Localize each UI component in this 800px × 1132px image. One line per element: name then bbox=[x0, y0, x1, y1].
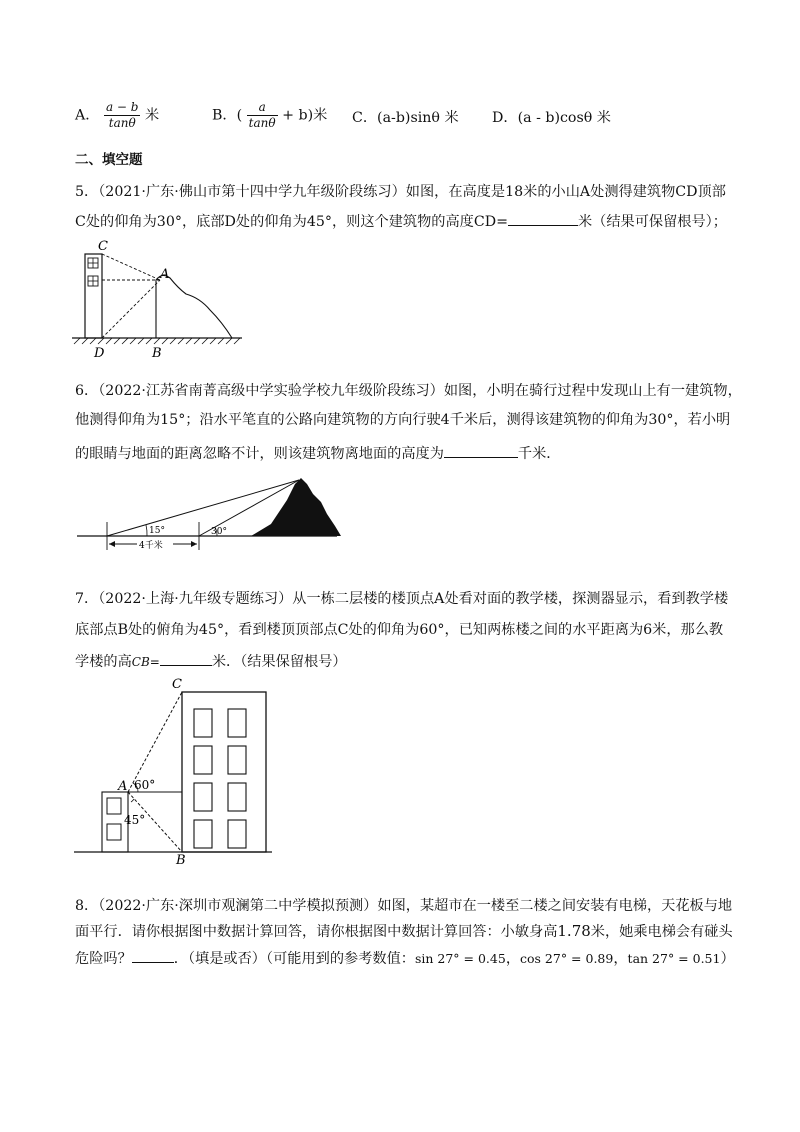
q6-line-2-b: ；沿水平笔直的公路向建筑物的方向行驶4千米后，测得该建筑物的仰角为 bbox=[185, 412, 649, 428]
q5-hill bbox=[156, 275, 232, 338]
q5-line-1: 5．（2021·广东·佛山市第十四中学九年级阶段练习）如图，在高度是18米的小山A处测得建筑物CD顶部 bbox=[75, 184, 726, 200]
q6-angle-2: 30° bbox=[648, 412, 674, 428]
option-a-denominator: tanθ bbox=[108, 116, 136, 130]
q8-line-3-a: 危险吗？ bbox=[75, 951, 132, 967]
option-a-numerator: a − b bbox=[105, 100, 139, 114]
q6-line-2-a: 他测得仰角为 bbox=[75, 412, 161, 428]
q5-figure bbox=[70, 238, 250, 363]
q8-line-2-a: 面平行．请你根据图中数据计算回答，请你根据图中数据计算回答：小敏身高 bbox=[75, 924, 558, 940]
q4-option-b bbox=[212, 100, 327, 131]
q7-line-2: 底部点B处的俯角为45°，看到楼顶顶部点C处的仰角为60°，已知两栋楼之间的水平距离为6米，那么教 bbox=[75, 622, 724, 638]
q4-option-c: C．(a-b)sinθ 米 bbox=[352, 110, 459, 126]
option-b-numerator: a bbox=[247, 100, 278, 116]
q8-line-1: 8．（2022·广东·深圳市观澜第二中学模拟预测）如图，某超市在一楼至二楼之间安装有电梯，天花板与地 bbox=[75, 898, 733, 914]
q6-line-1: 6．（2022·江苏省南菁高级中学实验学校九年级阶段练习）如图，小明在骑行过程中发现山上有一建筑物， bbox=[75, 383, 742, 399]
q7-line-1: 7．（2022·上海·九年级专题练习）从一栋二层楼的楼顶点A处看对面的教学楼，探测器显示，看到教学楼 bbox=[75, 591, 729, 607]
q5-line-2-b: 米（结果可保留根号）； bbox=[577, 214, 727, 230]
q7-angle-45: 45° bbox=[124, 813, 146, 827]
q7-line-3-a: 学楼的高 bbox=[75, 654, 132, 670]
q8-line-2 bbox=[75, 921, 733, 942]
q8-line-3: 危险吗？ ．（填是或否）（可能用到的参考数值：sin 27° = 0.45，cos 27° = 0.89，tan 27° = 0.51） bbox=[75, 948, 735, 969]
q5-answer-blank[interactable] bbox=[508, 211, 578, 226]
q6-line-2 bbox=[75, 410, 730, 430]
option-a-fraction bbox=[104, 100, 141, 131]
q8-answer-blank[interactable] bbox=[132, 948, 174, 963]
q6-answer-blank[interactable] bbox=[444, 443, 518, 458]
q7-tall-building bbox=[182, 692, 266, 852]
option-b-denominator: tanθ bbox=[248, 116, 276, 130]
q6-line-3-a: 的眼睛与地面的距离忽略不计，则该建筑物离地面的高度为 bbox=[75, 446, 444, 462]
option-b-fraction bbox=[247, 100, 278, 131]
q6-figure bbox=[75, 470, 375, 560]
q4-option-d: D．(a - b)cosθ 米 bbox=[492, 110, 611, 126]
q6-mountain bbox=[251, 478, 341, 536]
q7-line-3-b: 米．（结果保留根号） bbox=[211, 654, 347, 670]
q6-fig-angle-30: 30° bbox=[211, 527, 227, 537]
q8-line-3-end: ） bbox=[720, 951, 735, 967]
q5-label-d: D bbox=[94, 346, 105, 361]
q8-cos: cos 27° = 0.89 bbox=[520, 951, 614, 966]
q7-label-a: A bbox=[118, 779, 128, 794]
option-b-tail: + b)米 bbox=[282, 107, 328, 124]
q5-label-b: B bbox=[152, 346, 162, 361]
q7-angle-60: 60° bbox=[134, 778, 156, 792]
q6-fig-angle-15: 15° bbox=[149, 526, 165, 536]
q5-label-a: A bbox=[160, 267, 170, 282]
q8-tan: tan 27° = 0.51 bbox=[627, 951, 721, 966]
q5-label-c: C bbox=[98, 239, 108, 254]
q8-height: 1.78 bbox=[557, 922, 591, 940]
option-a-label: A． bbox=[75, 107, 100, 124]
q8-line-2-b: 米，她乘电梯会有碰头 bbox=[590, 924, 733, 940]
q6-angle-1: 15° bbox=[160, 412, 186, 428]
q7-label-b: B bbox=[176, 853, 186, 868]
option-a-unit: 米 bbox=[145, 107, 160, 124]
q6-line-3-b: 千米． bbox=[517, 446, 561, 462]
q7-label-c: C bbox=[172, 677, 182, 692]
q8-line-3-b: ．（填是或否）（可能用到的参考数值： bbox=[173, 951, 415, 967]
option-b-label: B．( bbox=[212, 107, 243, 124]
q5-line-2-a: C处的仰角为30°，底部D处的仰角为45°，则这个建筑物的高度CD= bbox=[75, 214, 508, 230]
q8-sin: sin 27° = 0.45 bbox=[414, 951, 506, 966]
q6-fig-distance: 4千米 bbox=[139, 541, 163, 551]
q6-line-3 bbox=[75, 443, 560, 464]
q7-cb-label: CB= bbox=[131, 655, 160, 669]
q4-options bbox=[75, 100, 159, 131]
q7-figure bbox=[72, 676, 292, 866]
q7-answer-blank[interactable] bbox=[160, 651, 212, 666]
q7-line-3 bbox=[75, 651, 347, 672]
q6-line-2-c: ，若小明 bbox=[673, 412, 731, 428]
section-title: 二、填空题 bbox=[75, 152, 143, 168]
q5-line-2 bbox=[75, 211, 727, 232]
